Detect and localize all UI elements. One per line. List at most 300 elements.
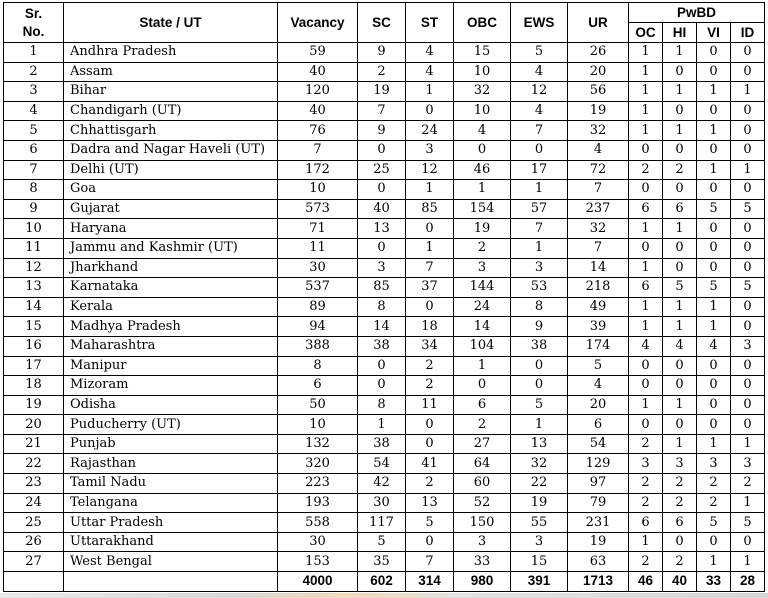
cell-state: Rajasthan (64, 454, 278, 474)
cell-sr: 4 (4, 101, 64, 121)
cell-st: 18 (406, 317, 454, 337)
cell-ews: 5 (511, 43, 568, 63)
cell-sc: 54 (358, 454, 406, 474)
cell-ur: 97 (568, 474, 629, 494)
cell-ews: 9 (511, 317, 568, 337)
cell-state: Maharashtra (64, 336, 278, 356)
cell-obc: 0 (454, 376, 511, 396)
cell-id: 0 (731, 219, 765, 239)
cell-vi: 0 (697, 62, 731, 82)
cell-ews: 12 (511, 82, 568, 102)
cell-sc: 0 (358, 356, 406, 376)
cell-id: 1 (731, 552, 765, 572)
cell-vacancy: 89 (278, 297, 358, 317)
cell-obc: 60 (454, 474, 511, 494)
cell-hi: 1 (663, 82, 697, 102)
cell-state: Jammu and Kashmir (UT) (64, 238, 278, 258)
cell-vi: 5 (697, 513, 731, 533)
cell-sc: 8 (358, 395, 406, 415)
cell-st: 34 (406, 336, 454, 356)
cell-sr: 21 (4, 434, 64, 454)
cell-vacancy: 40 (278, 101, 358, 121)
cell-obc: 52 (454, 493, 511, 513)
table-header (4, 3, 765, 43)
cell-state: Karnataka (64, 278, 278, 298)
cell-obc: 3 (454, 532, 511, 552)
cell-ur: 26 (568, 43, 629, 63)
cell-id: 0 (731, 415, 765, 435)
cell-ur: 79 (568, 493, 629, 513)
cell-sc: 5 (358, 532, 406, 552)
cell-state: Odisha (64, 395, 278, 415)
cell-ur: 56 (568, 82, 629, 102)
table-row (4, 474, 765, 494)
table-row (4, 278, 765, 298)
cell-id: 0 (731, 258, 765, 278)
cell-ur: 14 (568, 258, 629, 278)
cell-oc: 6 (629, 278, 663, 298)
header-state: State / UT (64, 3, 278, 43)
cell-sc: 2 (358, 62, 406, 82)
cell-sc: 35 (358, 552, 406, 572)
table-row (4, 140, 765, 160)
cell-vacancy: 30 (278, 532, 358, 552)
cell-vi: 1 (697, 160, 731, 180)
table-row (4, 454, 765, 474)
cell-st: 2 (406, 474, 454, 494)
cell-id: 0 (731, 101, 765, 121)
header-obc: OBC (454, 3, 511, 43)
cell-id: 0 (731, 532, 765, 552)
cell-hi: 0 (663, 140, 697, 160)
cell-obc: 46 (454, 160, 511, 180)
cell-ews: 1 (511, 415, 568, 435)
cell-vacancy: 193 (278, 493, 358, 513)
cell-state: Bihar (64, 82, 278, 102)
cell-id: 0 (731, 62, 765, 82)
cell-ur: 63 (568, 552, 629, 572)
cell-id: 0 (731, 317, 765, 337)
table-row (4, 395, 765, 415)
cell-obc: 33 (454, 552, 511, 572)
cell-state: West Bengal (64, 552, 278, 572)
cell-oc: 1 (629, 532, 663, 552)
cell-state: Dadra and Nagar Haveli (UT) (64, 140, 278, 160)
cell-ur: 39 (568, 317, 629, 337)
cell-sc: 0 (358, 376, 406, 396)
cell-ews: 0 (511, 140, 568, 160)
cell-vi: 0 (697, 180, 731, 200)
total-sc: 602 (358, 572, 406, 592)
cell-obc: 1 (454, 356, 511, 376)
table-row (4, 513, 765, 533)
cell-state: Uttar Pradesh (64, 513, 278, 533)
table-row (4, 493, 765, 513)
cell-id: 0 (731, 238, 765, 258)
cell-sr: 23 (4, 474, 64, 494)
table-footer (4, 572, 765, 592)
table-row (4, 238, 765, 258)
total-ews: 391 (511, 572, 568, 592)
cell-sr: 20 (4, 415, 64, 435)
cell-st: 11 (406, 395, 454, 415)
cell-hi: 0 (663, 415, 697, 435)
cell-ur: 19 (568, 532, 629, 552)
cell-oc: 1 (629, 82, 663, 102)
cell-id: 0 (731, 356, 765, 376)
cell-vi: 3 (697, 454, 731, 474)
table-row (4, 82, 765, 102)
cell-state: Uttarakhand (64, 532, 278, 552)
cell-sr: 18 (4, 376, 64, 396)
cell-sr: 3 (4, 82, 64, 102)
cell-oc: 1 (629, 395, 663, 415)
cell-hi: 0 (663, 532, 697, 552)
cell-sr: 11 (4, 238, 64, 258)
cell-ews: 5 (511, 395, 568, 415)
cell-state: Gujarat (64, 199, 278, 219)
cell-st: 7 (406, 552, 454, 572)
cell-ur: 54 (568, 434, 629, 454)
cell-sr: 16 (4, 336, 64, 356)
cell-state: Tamil Nadu (64, 474, 278, 494)
cell-ews: 17 (511, 160, 568, 180)
cell-vacancy: 10 (278, 180, 358, 200)
cell-id: 1 (731, 82, 765, 102)
cell-vi: 0 (697, 219, 731, 239)
cell-state: Delhi (UT) (64, 160, 278, 180)
cell-obc: 154 (454, 199, 511, 219)
cell-state: Chandigarh (UT) (64, 101, 278, 121)
cell-vi: 5 (697, 199, 731, 219)
cell-ur: 218 (568, 278, 629, 298)
cell-st: 0 (406, 434, 454, 454)
cell-sc: 3 (358, 258, 406, 278)
table-row (4, 532, 765, 552)
table-row (4, 552, 765, 572)
cell-obc: 2 (454, 238, 511, 258)
cell-state: Chhattisgarh (64, 121, 278, 141)
cell-obc: 10 (454, 101, 511, 121)
cell-oc: 0 (629, 415, 663, 435)
cell-st: 7 (406, 258, 454, 278)
cell-hi: 1 (663, 219, 697, 239)
cell-ews: 0 (511, 376, 568, 396)
cell-obc: 15 (454, 43, 511, 63)
cell-vi: 1 (697, 434, 731, 454)
cell-st: 2 (406, 376, 454, 396)
totals-row (4, 572, 765, 592)
total-vi: 33 (697, 572, 731, 592)
header-id: ID (731, 23, 765, 43)
cell-state: Haryana (64, 219, 278, 239)
table-row (4, 317, 765, 337)
cell-vi: 1 (697, 121, 731, 141)
table-row (4, 121, 765, 141)
cell-obc: 4 (454, 121, 511, 141)
cell-vacancy: 7 (278, 140, 358, 160)
header-ur: UR (568, 3, 629, 43)
cell-state: Madhya Pradesh (64, 317, 278, 337)
cell-st: 1 (406, 82, 454, 102)
cell-id: 0 (731, 395, 765, 415)
cell-vacancy: 558 (278, 513, 358, 533)
cell-ews: 38 (511, 336, 568, 356)
cell-obc: 10 (454, 62, 511, 82)
cell-vi: 1 (697, 297, 731, 317)
cell-hi: 0 (663, 180, 697, 200)
total-blank-sr (4, 572, 64, 592)
cell-vacancy: 153 (278, 552, 358, 572)
cell-obc: 1 (454, 180, 511, 200)
cell-state: Telangana (64, 493, 278, 513)
cell-vi: 2 (697, 493, 731, 513)
total-obc: 980 (454, 572, 511, 592)
cell-st: 41 (406, 454, 454, 474)
cell-ur: 32 (568, 219, 629, 239)
cell-hi: 0 (663, 376, 697, 396)
cell-st: 12 (406, 160, 454, 180)
cell-sc: 85 (358, 278, 406, 298)
cell-vi: 0 (697, 140, 731, 160)
cell-obc: 104 (454, 336, 511, 356)
cell-sr: 26 (4, 532, 64, 552)
total-vacancy: 4000 (278, 572, 358, 592)
cell-ews: 53 (511, 278, 568, 298)
cell-vacancy: 40 (278, 62, 358, 82)
cell-vacancy: 573 (278, 199, 358, 219)
cropped-page-strip (0, 593, 768, 598)
cell-sc: 0 (358, 238, 406, 258)
cell-hi: 6 (663, 199, 697, 219)
cell-ur: 32 (568, 121, 629, 141)
cell-vacancy: 6 (278, 376, 358, 396)
cell-vi: 0 (697, 101, 731, 121)
cell-hi: 4 (663, 336, 697, 356)
cell-vi: 0 (697, 532, 731, 552)
cell-ews: 19 (511, 493, 568, 513)
cell-obc: 3 (454, 258, 511, 278)
cell-oc: 1 (629, 62, 663, 82)
table-row (4, 356, 765, 376)
cell-obc: 24 (454, 297, 511, 317)
cell-id: 0 (731, 180, 765, 200)
cell-obc: 27 (454, 434, 511, 454)
cell-hi: 1 (663, 121, 697, 141)
total-st: 314 (406, 572, 454, 592)
cell-hi: 0 (663, 101, 697, 121)
cell-hi: 3 (663, 454, 697, 474)
header-sr-no-line1: Sr. (24, 5, 43, 21)
cell-sr: 12 (4, 258, 64, 278)
cell-sr: 22 (4, 454, 64, 474)
cell-ews: 8 (511, 297, 568, 317)
cell-vacancy: 11 (278, 238, 358, 258)
header-vacancy: Vacancy (278, 3, 358, 43)
table-row (4, 258, 765, 278)
cell-hi: 0 (663, 238, 697, 258)
table-row (4, 415, 765, 435)
cell-st: 24 (406, 121, 454, 141)
table-row (4, 180, 765, 200)
header-sr-no (4, 3, 64, 43)
cell-vacancy: 172 (278, 160, 358, 180)
cell-st: 4 (406, 43, 454, 63)
cell-ur: 20 (568, 395, 629, 415)
header-ews: EWS (511, 3, 568, 43)
cell-state: Andhra Pradesh (64, 43, 278, 63)
cell-sc: 9 (358, 121, 406, 141)
cell-oc: 0 (629, 140, 663, 160)
cell-sc: 8 (358, 297, 406, 317)
cell-obc: 19 (454, 219, 511, 239)
cell-oc: 2 (629, 493, 663, 513)
cell-ur: 49 (568, 297, 629, 317)
cell-vacancy: 59 (278, 43, 358, 63)
cell-state: Mizoram (64, 376, 278, 396)
cell-st: 1 (406, 180, 454, 200)
cell-vacancy: 120 (278, 82, 358, 102)
total-blank-state (64, 572, 278, 592)
cell-st: 4 (406, 62, 454, 82)
cell-ur: 20 (568, 62, 629, 82)
cell-ur: 72 (568, 160, 629, 180)
table-row (4, 434, 765, 454)
cell-sr: 27 (4, 552, 64, 572)
cell-obc: 14 (454, 317, 511, 337)
cell-oc: 1 (629, 43, 663, 63)
table-row (4, 219, 765, 239)
cell-st: 37 (406, 278, 454, 298)
table-row (4, 43, 765, 63)
cell-hi: 1 (663, 317, 697, 337)
cell-ur: 4 (568, 140, 629, 160)
cell-id: 0 (731, 121, 765, 141)
cell-ews: 57 (511, 199, 568, 219)
cell-sc: 19 (358, 82, 406, 102)
cell-id: 5 (731, 513, 765, 533)
cell-sr: 9 (4, 199, 64, 219)
cell-vacancy: 537 (278, 278, 358, 298)
cell-st: 13 (406, 493, 454, 513)
cell-oc: 1 (629, 121, 663, 141)
cell-ews: 55 (511, 513, 568, 533)
cell-sc: 1 (358, 415, 406, 435)
cell-vacancy: 8 (278, 356, 358, 376)
cell-oc: 0 (629, 180, 663, 200)
cell-vacancy: 132 (278, 434, 358, 454)
cell-id: 3 (731, 454, 765, 474)
cell-oc: 0 (629, 238, 663, 258)
cell-id: 1 (731, 434, 765, 454)
cell-hi: 1 (663, 434, 697, 454)
cell-sr: 15 (4, 317, 64, 337)
cell-vi: 0 (697, 238, 731, 258)
cell-state: Jharkhand (64, 258, 278, 278)
cell-oc: 6 (629, 199, 663, 219)
cell-ews: 13 (511, 434, 568, 454)
cell-obc: 144 (454, 278, 511, 298)
header-oc: OC (629, 23, 663, 43)
cell-sc: 42 (358, 474, 406, 494)
cell-vi: 1 (697, 317, 731, 337)
cell-st: 5 (406, 513, 454, 533)
cell-oc: 1 (629, 258, 663, 278)
cell-ur: 174 (568, 336, 629, 356)
vacancy-table (3, 2, 765, 592)
cell-sr: 2 (4, 62, 64, 82)
cell-vi: 4 (697, 336, 731, 356)
header-vi: VI (697, 23, 731, 43)
cell-obc: 6 (454, 395, 511, 415)
cell-sc: 0 (358, 180, 406, 200)
total-id: 28 (731, 572, 765, 592)
cell-sr: 17 (4, 356, 64, 376)
cell-vacancy: 76 (278, 121, 358, 141)
total-hi: 40 (663, 572, 697, 592)
cell-sc: 7 (358, 101, 406, 121)
cell-id: 0 (731, 376, 765, 396)
cell-hi: 2 (663, 474, 697, 494)
cell-st: 3 (406, 140, 454, 160)
cell-sc: 0 (358, 140, 406, 160)
cell-sr: 25 (4, 513, 64, 533)
cell-sr: 10 (4, 219, 64, 239)
cell-state: Goa (64, 180, 278, 200)
cell-vi: 0 (697, 43, 731, 63)
cell-st: 0 (406, 532, 454, 552)
cell-oc: 0 (629, 356, 663, 376)
cell-hi: 0 (663, 258, 697, 278)
header-pwbd: PwBD (629, 3, 765, 23)
cell-oc: 1 (629, 219, 663, 239)
cell-hi: 2 (663, 493, 697, 513)
header-st: ST (406, 3, 454, 43)
cell-st: 85 (406, 199, 454, 219)
cell-id: 5 (731, 278, 765, 298)
cell-ur: 6 (568, 415, 629, 435)
cell-oc: 1 (629, 297, 663, 317)
cell-ur: 237 (568, 199, 629, 219)
cell-vi: 0 (697, 415, 731, 435)
table-row (4, 101, 765, 121)
cell-sc: 9 (358, 43, 406, 63)
cell-id: 0 (731, 297, 765, 317)
cell-id: 3 (731, 336, 765, 356)
cell-st: 0 (406, 297, 454, 317)
cell-sc: 13 (358, 219, 406, 239)
cell-hi: 2 (663, 160, 697, 180)
header-sr-no-line2: No. (22, 23, 45, 39)
cell-ur: 231 (568, 513, 629, 533)
cell-ews: 15 (511, 552, 568, 572)
cell-vacancy: 388 (278, 336, 358, 356)
cell-ur: 4 (568, 376, 629, 396)
cell-vi: 0 (697, 356, 731, 376)
cell-id: 2 (731, 474, 765, 494)
cell-sc: 38 (358, 434, 406, 454)
cell-id: 1 (731, 160, 765, 180)
cell-vi: 1 (697, 552, 731, 572)
cell-ews: 3 (511, 258, 568, 278)
cell-ews: 32 (511, 454, 568, 474)
cell-hi: 0 (663, 356, 697, 376)
cell-state: Kerala (64, 297, 278, 317)
cell-sc: 25 (358, 160, 406, 180)
cell-ur: 5 (568, 356, 629, 376)
cell-ews: 7 (511, 219, 568, 239)
cell-ews: 7 (511, 121, 568, 141)
